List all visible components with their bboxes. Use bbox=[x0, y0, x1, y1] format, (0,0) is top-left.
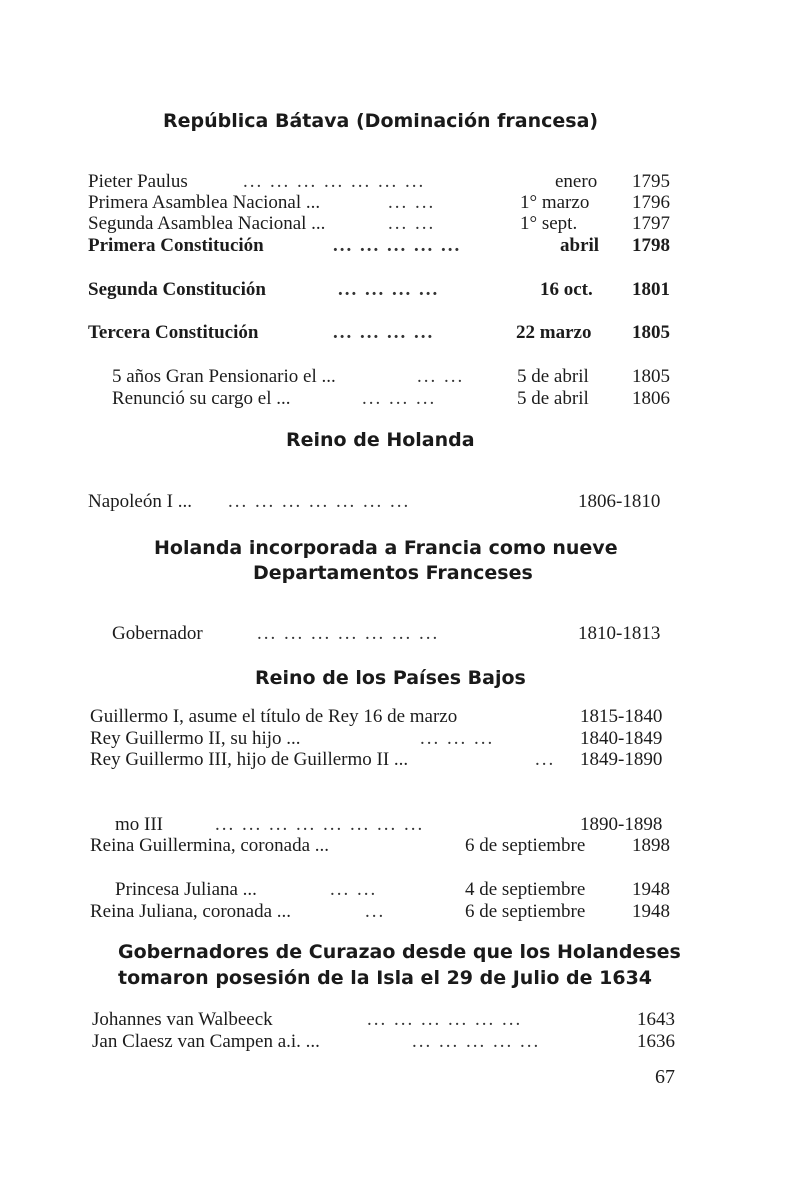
leader-dots: ... ... bbox=[330, 879, 378, 900]
section-title-francia-line2: Departamentos Franceses bbox=[253, 562, 533, 584]
entry-text: Jan Claesz van Campen a.i. ... bbox=[92, 1031, 320, 1052]
entry-text: Tercera Constitución bbox=[88, 322, 259, 343]
entry-text: Segunda Asamblea Nacional ... bbox=[88, 213, 326, 234]
entry-line bbox=[88, 491, 680, 513]
entry-line bbox=[112, 366, 680, 388]
leader-dots: ... ... ... bbox=[420, 728, 495, 749]
entry-line bbox=[115, 879, 682, 901]
leader-dots: ... ... bbox=[417, 366, 465, 387]
entry-year: 1805 bbox=[632, 366, 670, 387]
entry-text: Segunda Constitución bbox=[88, 279, 266, 300]
entry-line bbox=[112, 388, 680, 410]
entry-year: 1797 bbox=[632, 213, 670, 234]
entry-line bbox=[115, 814, 682, 836]
leader-dots: ... ... ... ... bbox=[333, 322, 435, 343]
entry-text: 5 años Gran Pensionario el ... bbox=[112, 366, 336, 387]
entry-date: 5 de abril bbox=[517, 388, 589, 409]
entry-line bbox=[88, 171, 680, 193]
entry-date: 6 de septiembre bbox=[465, 901, 586, 922]
entry-line bbox=[90, 901, 682, 923]
section-title-reino-holanda: Reino de Holanda bbox=[286, 429, 475, 451]
entry-line bbox=[92, 1009, 684, 1031]
entry-year: 1890-1898 bbox=[580, 814, 663, 835]
section-title-republica-batava: República Bátava (Dominación francesa) bbox=[163, 110, 599, 132]
entry-text: Reina Juliana, coronada ... bbox=[90, 901, 292, 922]
entry-text: mo III bbox=[115, 814, 164, 835]
leader-dots: ... ... bbox=[388, 213, 436, 234]
entry-date: 22 marzo bbox=[516, 322, 592, 343]
entry-line bbox=[112, 623, 680, 645]
entry-text: Pieter Paulus bbox=[88, 171, 188, 192]
entry-text: Rey Guillermo III, hijo de Guillermo II ... bbox=[90, 749, 409, 770]
leader-dots: ... ... ... ... ... ... ... ... bbox=[215, 814, 425, 835]
entry-date: 1° sept. bbox=[520, 213, 578, 234]
entry-year: 1801 bbox=[632, 279, 670, 300]
leader-dots: ... ... bbox=[388, 192, 436, 213]
entry-text: Primera Asamblea Nacional ... bbox=[88, 192, 321, 213]
entry-text: Renunció su cargo el ... bbox=[112, 388, 291, 409]
entry-date: enero bbox=[555, 171, 598, 192]
page-number: 67 bbox=[655, 1066, 675, 1088]
entry-line bbox=[90, 728, 682, 750]
entry-year: 1849-1890 bbox=[580, 749, 663, 770]
entry-date: abril bbox=[560, 235, 600, 256]
entry-line bbox=[90, 835, 682, 857]
leader-dots: ... bbox=[535, 749, 556, 770]
entry-year: 1898 bbox=[632, 835, 670, 856]
leader-dots: ... ... ... ... ... ... bbox=[367, 1009, 523, 1030]
entry-text: Princesa Juliana ... bbox=[115, 879, 257, 900]
entry-line bbox=[90, 749, 682, 771]
entry-year: 1795 bbox=[632, 171, 670, 192]
entry-line bbox=[88, 279, 680, 301]
leader-dots: ... ... ... ... ... ... ... bbox=[243, 171, 426, 192]
leader-dots: ... ... ... ... bbox=[338, 279, 440, 300]
entry-text: Johannes van Walbeeck bbox=[92, 1009, 273, 1030]
section-title-curazao-line2: tomaron posesión de la Isla el 29 de Julio de 1634 bbox=[118, 967, 653, 989]
entry-line bbox=[90, 706, 682, 728]
entry-line bbox=[92, 1031, 684, 1053]
entry-line bbox=[88, 213, 680, 235]
entry-text: Primera Constitución bbox=[88, 235, 264, 256]
entry-text: Guillermo I, asume el título de Rey 16 de marzo bbox=[90, 706, 458, 727]
leader-dots: ... ... ... ... ... bbox=[333, 235, 462, 256]
leader-dots: ... bbox=[365, 901, 386, 922]
entry-text: Reina Guillermina, coronada ... bbox=[90, 835, 330, 856]
leader-dots: ... ... ... ... ... ... ... bbox=[257, 623, 440, 644]
entry-date: 6 de septiembre bbox=[465, 835, 586, 856]
entry-line bbox=[88, 192, 680, 214]
entry-date: 4 de septiembre bbox=[465, 879, 586, 900]
entry-year: 1796 bbox=[632, 192, 670, 213]
entry-year: 1798 bbox=[632, 235, 670, 256]
entry-year: 1806-1810 bbox=[578, 491, 661, 512]
leader-dots: ... ... ... bbox=[362, 388, 437, 409]
entry-year: 1636 bbox=[637, 1031, 675, 1052]
entry-date: 1° marzo bbox=[520, 192, 590, 213]
entry-year: 1643 bbox=[637, 1009, 675, 1030]
entry-year: 1948 bbox=[632, 879, 670, 900]
leader-dots: ... ... ... ... ... ... ... bbox=[228, 491, 411, 512]
entry-year: 1805 bbox=[632, 322, 670, 343]
entry-text: Gobernador bbox=[112, 623, 203, 644]
entry-text: Napoleón I ... bbox=[88, 491, 192, 512]
section-title-paises-bajos: Reino de los Países Bajos bbox=[255, 667, 526, 689]
entry-line bbox=[88, 322, 680, 344]
entry-text: Rey Guillermo II, su hijo ... bbox=[90, 728, 301, 749]
section-title-francia-line1: Holanda incorporada a Francia como nueve bbox=[154, 537, 618, 559]
section-title-curazao-line1: Gobernadores de Curazao desde que los Holandeses bbox=[118, 941, 681, 963]
entry-year: 1948 bbox=[632, 901, 670, 922]
leader-dots: ... ... ... ... ... bbox=[412, 1031, 541, 1052]
entry-line bbox=[88, 235, 680, 257]
entry-date: 5 de abril bbox=[517, 366, 589, 387]
entry-year: 1806 bbox=[632, 388, 670, 409]
entry-year: 1810-1813 bbox=[578, 623, 661, 644]
entry-date: 16 oct. bbox=[540, 279, 593, 300]
entry-year: 1840-1849 bbox=[580, 728, 663, 749]
entry-year: 1815-1840 bbox=[580, 706, 663, 727]
